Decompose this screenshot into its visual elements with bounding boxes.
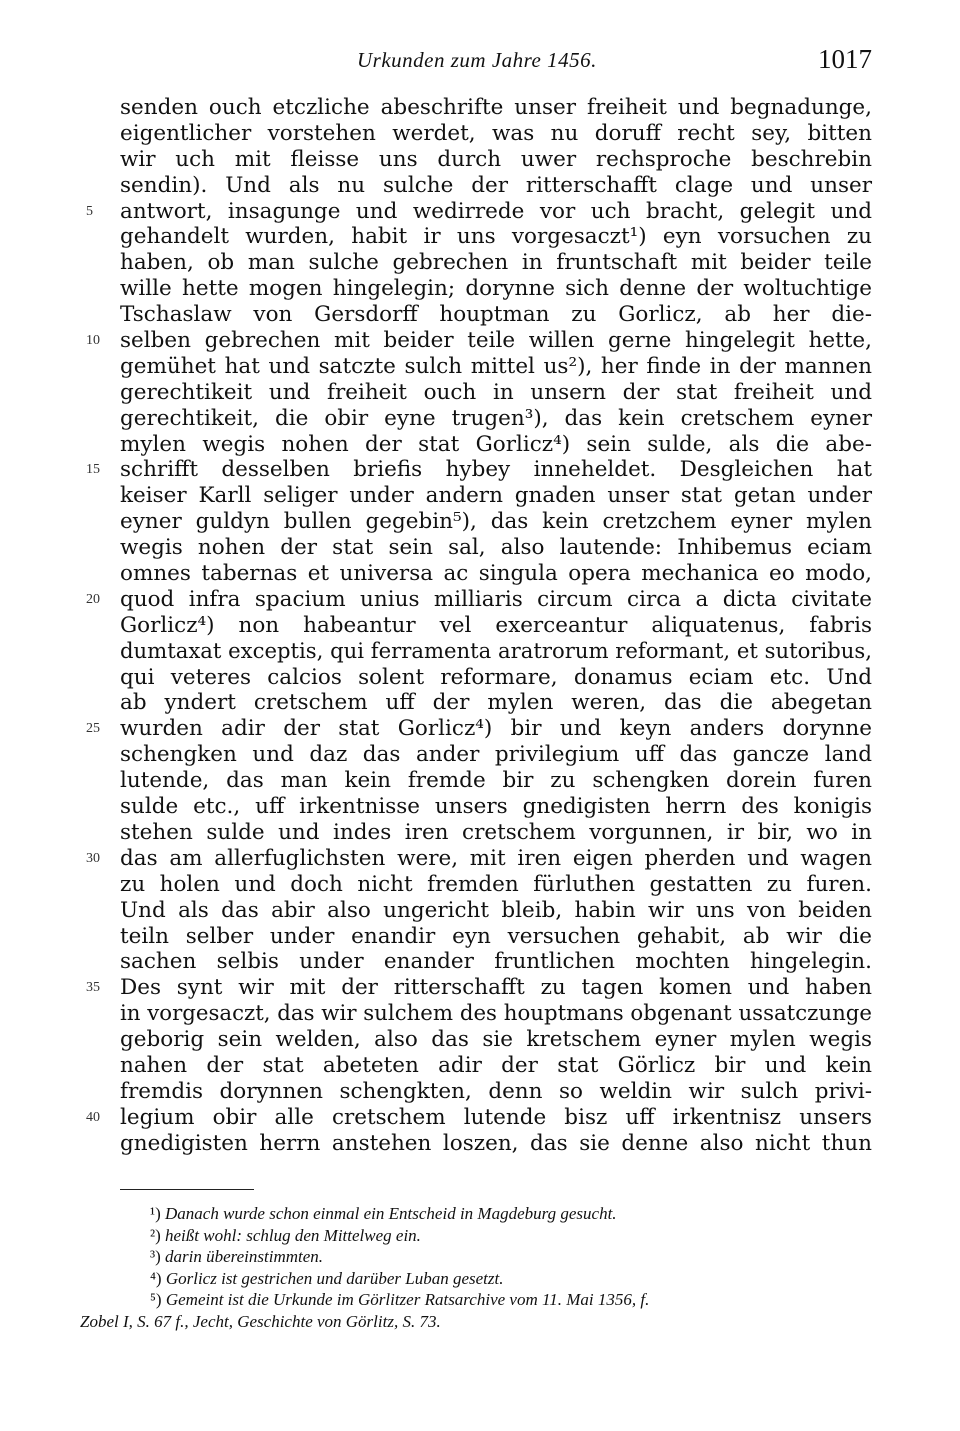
text-line [120,95,872,121]
text-line [120,483,872,509]
text-line [120,535,872,561]
line-text: sendin). Und als nu sulche der ritterschafft clage und unser [120,172,872,198]
line-text: senden ouch etczliche abeschrifte unser freiheit und begnadunge, [120,95,872,120]
text-line [86,1104,872,1131]
footnote-rule [120,1189,254,1190]
footnote [80,1311,872,1333]
line-text: eigentlicher vorstehen werdet, was nu doruff recht sey, bitten [120,120,872,146]
line-text: wir uch mit fleisse uns durch uwer rechsproche beschrebin [120,146,872,172]
footnote-marker: ²) [150,1225,161,1245]
footnote-marker: ⁴) [150,1268,162,1288]
main-text [86,95,872,1157]
text-line [120,354,872,380]
footnote [120,1289,872,1311]
line-text: Gorlicz⁴) non habeantur vel exerceantur aliquatenus, fabris [120,612,872,638]
footnote-text: heißt wohl: schlug den Mittelweg ein. [165,1225,421,1245]
running-header [0,44,960,74]
footnote-text: Zobel I, S. 67 f., Jecht, Geschichte von Görlitz, S. 73. [80,1311,441,1331]
text-line [120,250,872,276]
text-line [120,742,872,768]
text-line [120,949,872,975]
text-line [120,639,872,665]
line-text: keiser Karll seliger under andern gnaden unser stat getan under [120,483,872,509]
line-number: 20 [86,591,100,607]
footnote-marker: ⁵) [150,1290,162,1309]
line-text: quod infra spacium unius milliaris circum circa a dicta civitate [120,586,872,612]
text-line [86,328,872,354]
line-text: fremdis dorynnen schengkten, denn so weldin wir sulch privi- [120,1078,872,1104]
text-line [120,224,872,250]
text-line [120,1131,872,1157]
footnote-text: darin übereinstimmten. [165,1247,324,1266]
line-text: eyner guldyn bullen gegebin⁵), das kein cretzchem eyner mylen [120,509,872,535]
line-text: dumtaxat exceptis, qui ferramenta aratrorum reformant, et sutoribus, [120,638,872,664]
text-line [120,613,872,639]
line-text: sulde etc., uff irkentnisse unsers gnedigisten herrn des konigis [120,794,872,820]
line-text: wegis nohen der stat sein sal, also lautende: Inhibemus eciam [120,535,872,561]
text-line [86,975,872,1001]
text-line [120,768,872,794]
text-line [120,665,872,691]
text-line [120,147,872,173]
text-line [86,716,872,742]
line-text: gerechtikeit und freiheit ouch in unsern der stat freiheit und [120,379,872,405]
footnote-marker: ¹) [150,1204,161,1223]
footnote-text: Gemeint ist die Urkunde im Görlitzer Ratsarchive vom 11. Mai 1356, f. [165,1290,650,1309]
footnote [120,1246,872,1268]
line-text: teiln selber under enandir eyn versuchen gehabit, ab wir die [120,923,872,949]
line-number: 25 [86,721,100,737]
line-text: gehandelt wurden, habit ir uns vorgesaczt¹) eyn vorsuchen zu [120,224,872,250]
line-text: schrifft desselben briefis hybey inneheldet. Desgleichen hat [120,457,872,483]
line-number: 15 [86,462,100,478]
line-number: 10 [86,333,100,349]
text-line [120,924,872,950]
line-text: in vorgesaczt, das wir sulchem des houptmans obgenant ussatczunge [120,1001,872,1027]
text-line [120,432,872,458]
text-line [120,380,872,406]
line-text: mylen wegis nohen der stat Gorlicz⁴) sein sulde, als die abe- [120,431,872,457]
text-line [120,1027,872,1053]
footnote [120,1203,872,1225]
line-text: wurden adir der stat Gorlicz⁴) bir und keyn anders dorynne [120,716,872,742]
line-text: ab yndert cretschem uff der mylen weren, das die abegetan [120,690,872,716]
text-line [120,173,872,199]
text-line [86,457,872,483]
text-line [120,690,872,716]
line-text: Und als das abir also ungericht bleib, habin wir uns von beiden [120,897,872,923]
line-text: legium obir alle cretschem lutende bisz uff irkentnisz unsers [120,1104,872,1130]
line-text: gemühet hat und satczte sulch mittel us²), her finde in der mannen [120,353,872,379]
line-text: sachen selbis under enander fruntlichen mochten hingelegin. [120,949,872,975]
line-text: qui veteres calcios solent reformare, donamus eciam etc. Und [120,664,872,690]
line-text: nahen der stat abeteten adir der stat Görlicz bir und kein [120,1052,872,1078]
line-text: omnes tabernas et universa ac singula opera mechanica eo modo, [120,561,872,587]
line-text: stehen sulde und indes iren cretschem vorgunnen, ir bir, wo in [120,819,872,845]
line-text: wille hette mogen hingelegin; dorynne sich denne der woltuchtige [120,276,872,302]
footnote [120,1225,872,1247]
line-text: gnedigisten herrn anstehen loszen, das sie denne also nicht thun [120,1130,872,1156]
line-text: selben gebrechen mit beider teile willen gerne hingelegit hette, [120,328,872,354]
line-text: haben, ob man sulche gebrechen in fruntschaft mit beider teile [120,250,872,276]
text-line [120,1053,872,1079]
line-number: 5 [86,203,93,219]
line-number: 35 [86,980,100,996]
text-line [120,1079,872,1105]
text-line [120,509,872,535]
line-text: lutende, das man kein fremde bir zu schengken dorein furen [120,768,872,794]
text-line [120,794,872,820]
text-line [120,561,872,587]
text-line [120,872,872,898]
line-number: 40 [86,1109,100,1125]
line-text: das am allerfuglichsten were, mit iren eigen pherden und wagen [120,845,872,871]
footnote [120,1268,872,1290]
text-line [86,198,872,225]
line-text: zu holen und doch nicht fremden fürluthen gestatten zu furen. [120,871,872,897]
line-text: schengken und daz das ander privilegium uff das gancze land [120,742,872,768]
text-line [120,406,872,432]
text-line [86,586,872,613]
text-line [120,898,872,924]
footnotes [80,1203,872,1332]
line-text: geborig sein welden, also das sie kretschem eyner mylen wegis [120,1027,872,1053]
footnote-marker: ³) [150,1247,161,1266]
text-line [120,820,872,846]
line-number: 30 [86,850,100,866]
text-line [120,1001,872,1027]
page-number: 1017 [818,44,872,74]
text-line [86,845,872,872]
line-text: gerechtikeit, die obir eyne trugen³), das kein cretschem eyner [120,405,872,431]
line-text: Tschaslaw von Gersdorff houptman zu Gorlicz, ab her die- [120,302,872,328]
line-text: antwort, insagunge und wedirrede vor uch bracht, gelegit und [120,198,872,224]
line-text: Des synt wir mit der ritterschafft zu tagen komen und haben [120,975,872,1001]
text-line [120,302,872,328]
text-line [120,276,872,302]
footnote-text: Gorlicz ist gestrichen und darüber Luban gesetzt. [165,1268,504,1288]
footnote-text: Danach wurde schon einmal ein Entscheid in Magdeburg gesucht. [165,1204,617,1223]
running-title: Urkunden zum Jahre 1456. [357,48,597,72]
text-line [120,121,872,147]
